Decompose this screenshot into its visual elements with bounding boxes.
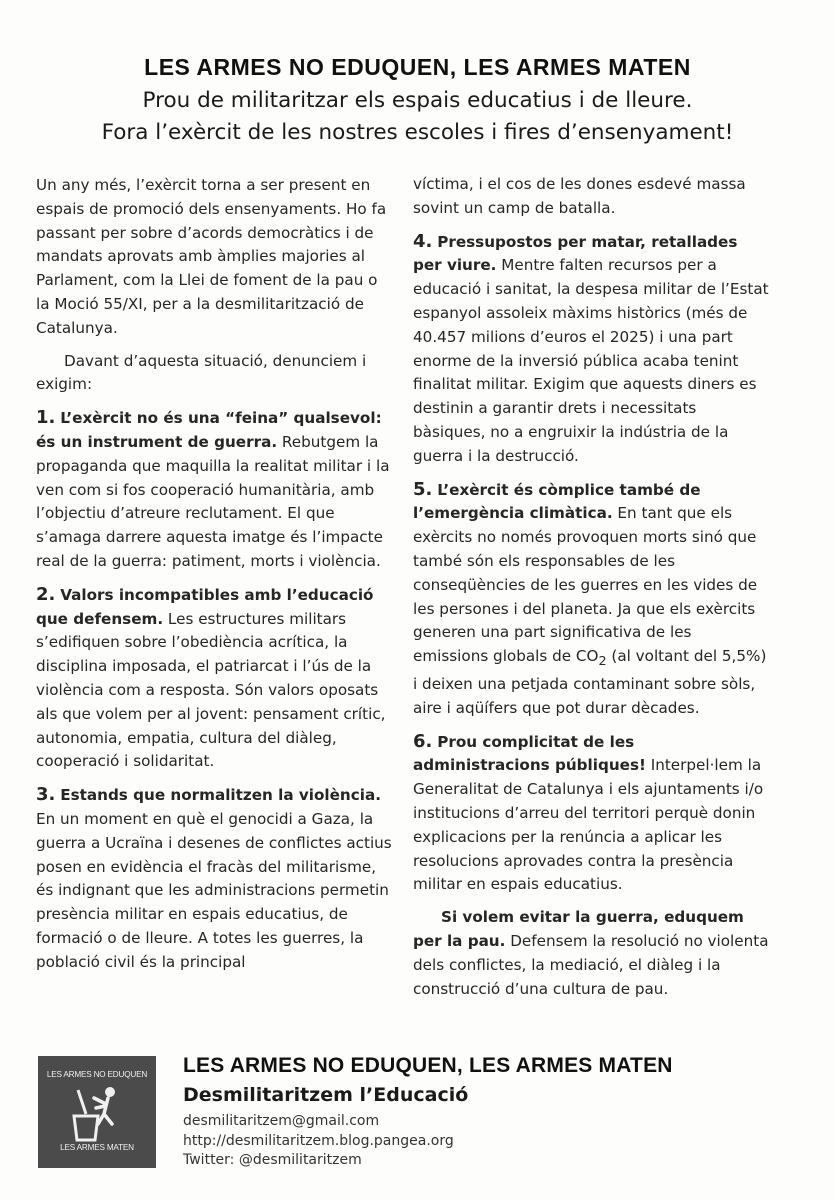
closing-slogan: Si volem evitar la guerra, eduquem per la pau.: [413, 908, 744, 950]
point-text: Interpel·lem la Generalitat de Catalunya i els ajuntaments i/o institucions d’arreu del territori perquè donin explicacions per la renúncia a aplicar les resolucions aprovades contra la presència militar en espais educatius.: [413, 756, 764, 894]
closing-paragraph: [413, 906, 769, 1001]
contact-twitter: Twitter: @desmilitaritzem: [183, 1152, 362, 1168]
point-5: [413, 478, 769, 721]
point-3: [36, 783, 392, 974]
right-column: [413, 174, 769, 1010]
point-number: 6.: [413, 730, 433, 752]
point-heading: Pressupostos per matar, retallades per viure.: [413, 232, 738, 275]
point-number: 2.: [36, 583, 56, 605]
point-4: [413, 230, 769, 469]
point-number: 4.: [413, 230, 433, 252]
contact-email: desmilitaritzem@gmail.com: [183, 1113, 380, 1129]
contact-info: [183, 1112, 454, 1171]
point-1: [36, 406, 392, 574]
point-heading: Prou complicitat de les administracions públiques!: [413, 732, 646, 775]
subtitle-line-1: Prou de militaritzar els espais educatius i de lleure.: [142, 88, 693, 113]
point-heading: Valors incompatibles amb l’educació que defensem.: [36, 585, 374, 628]
subtitle: [0, 85, 835, 149]
point-heading: L’exèrcit és còmplice també de l’emergència climàtica.: [413, 480, 701, 523]
point-6: [413, 730, 769, 898]
left-column: [36, 174, 392, 984]
point-text: Rebutgem la propaganda que maquilla la realitat militar i la ven com si fos cooperació humanitària, amb l’objectiu d’atreure reclutament. El que s’amaga darrere aquesta imatge és l’impacte real de la guerra: patiment, morts i violència.: [36, 432, 390, 570]
campaign-logo: [38, 1056, 156, 1168]
point-number: 1.: [36, 407, 56, 429]
point-heading: Estands que normalitzen la violència.: [60, 786, 381, 805]
footer-title: LES ARMES NO EDUQUEN, LES ARMES MATEN: [183, 1054, 673, 1077]
point-number: 3.: [36, 784, 56, 806]
subtitle-line-2: Fora l’exèrcit de les nostres escoles i fires d’ensenyament!: [101, 120, 734, 145]
co2-subscript: 2: [598, 653, 607, 669]
point-text-continued: (al voltant del 5,5%) i deixen una petjada contaminant sobre sòls, aire i aqüífers que pot durar dècades.: [413, 647, 767, 717]
trash-figure-icon: [66, 1084, 128, 1142]
point-2: [36, 583, 392, 774]
point-text: En tant que els exèrcits no només provoquen morts sinó que també són els responsables de les conseqüències de les guerres en les vides de les persones i del planeta. Ja que els exèrcits generen una part significativa de les emissions globals de CO: [413, 504, 758, 666]
intro-demand: Davant d’aquesta situació, denunciem i exigim:: [36, 351, 367, 394]
point-text: Mentre falten recursos per a educació i sanitat, la despesa militar de l’Estat espanyol assoleix màxims històrics (més de 40.457 milions d’euros el 2025) i una part enorme de la inversió pública acaba tenint finalitat militar. Exigim que aquests diners es destinin a garantir drets i necessitats bàsiques, no a engruixir la indústria de la guerra i la destrucció.: [413, 256, 769, 465]
intro-paragraph: Un any més, l’exèrcit torna a ser present en espais de promoció dels ensenyaments. Ho fa passant per sobre d’acords democràtics i de mandats aprovats amb àmplies majories al Parlament, com la Llei de foment de la pau o la Moció 55/XI, per a la desmilitarització de Catalunya.: [36, 176, 387, 337]
logo-bottom-text: LES ARMES MATEN: [60, 1143, 134, 1152]
contact-blog: http://desmilitaritzem.blog.pangea.org: [183, 1132, 454, 1149]
logo-top-text: LES ARMES NO EDUQUEN: [46, 1070, 148, 1079]
point-text: En un moment en què el genocidi a Gaza, la guerra a Ucraïna i desenes de conflictes actius posen en evidència el fracàs del militarisme, és indignant que les administracions permetin presència militar en espais educatius, de formació o de lleure. A totes les guerres, la població civil és la principal: [36, 809, 392, 971]
footer-subtitle: Desmilitaritzem l’Educació: [183, 1084, 469, 1106]
point-3-continuation: víctima, i el cos de les dones esdevé massa sovint un camp de batalla.: [413, 175, 746, 217]
point-text: Les estructures militars s’edifiquen sobre l’obediència acrítica, la disciplina imposada, el patriarcat i l’ús de la violència com a resposta. Són valors oposats als que volem per al jovent: pensament crític, autonomia, empatia, cultura del diàleg, cooperació i solidaritat.: [36, 609, 386, 771]
closing-text: Defensem la resolució no violenta dels conflictes, la mediació, el diàleg i la construcció d’una cultura de pau.: [413, 931, 769, 998]
header: [0, 54, 835, 149]
footer: [0, 1046, 835, 1196]
point-heading: L’exèrcit no és una “feina” qualsevol: és un instrument de guerra.: [36, 409, 382, 451]
page-title: LES ARMES NO EDUQUEN, LES ARMES MATEN: [144, 54, 691, 80]
point-number: 5.: [413, 478, 433, 500]
